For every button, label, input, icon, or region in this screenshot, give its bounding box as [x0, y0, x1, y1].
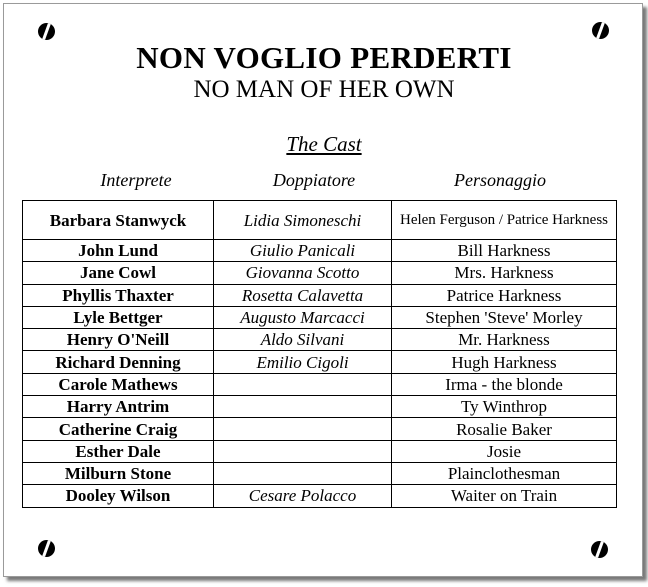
page-subtitle: NO MAN OF HER OWN	[193, 76, 455, 103]
dubber-cell: Lidia Simoneschi	[214, 201, 392, 240]
table-row	[23, 329, 617, 351]
actor-cell: Milburn Stone	[23, 462, 214, 484]
actor-cell: Richard Denning	[23, 351, 214, 373]
actor-cell: Jane Cowl	[23, 262, 214, 284]
role-cell: Rosalie Baker	[392, 418, 617, 440]
actor-cell: Esther Dale	[23, 440, 214, 462]
role-cell: Irma - the blonde	[392, 373, 617, 395]
column-header-actor: Interprete	[100, 170, 172, 190]
page-title: NON VOGLIO PERDERTI	[136, 40, 512, 75]
role-cell: Hugh Harkness	[392, 351, 617, 373]
actor-cell: Catherine Craig	[23, 418, 214, 440]
table-row	[23, 373, 617, 395]
dubber-cell: Emilio Cigoli	[214, 351, 392, 373]
table-row	[23, 462, 617, 484]
table-row	[23, 418, 617, 440]
role-cell: Mrs. Harkness	[392, 262, 617, 284]
dubber-cell: Rosetta Calavetta	[214, 284, 392, 306]
role-cell: Waiter on Train	[392, 485, 617, 507]
column-header-role: Personaggio	[454, 170, 546, 190]
table-row	[23, 351, 617, 373]
cast-table	[22, 200, 617, 508]
dubber-cell: Giulio Panicali	[214, 240, 392, 262]
table-row	[23, 485, 617, 507]
dubber-cell: Giovanna Scotto	[214, 262, 392, 284]
column-header-dubber: Doppiatore	[272, 170, 356, 190]
role-cell: Helen Ferguson / Patrice Harkness	[392, 201, 617, 240]
actor-cell: Lyle Bettger	[23, 306, 214, 328]
table-row	[23, 396, 617, 418]
table-row	[23, 240, 617, 262]
dubber-cell	[214, 373, 392, 395]
screw-icon	[591, 541, 608, 558]
role-cell: Ty Winthrop	[392, 396, 617, 418]
role-cell: Mr. Harkness	[392, 329, 617, 351]
actor-cell: Carole Mathews	[23, 373, 214, 395]
actor-cell: John Lund	[23, 240, 214, 262]
dubber-cell	[214, 396, 392, 418]
section-heading: The Cast	[286, 132, 362, 156]
actor-cell: Henry O'Neill	[23, 329, 214, 351]
table-row	[23, 284, 617, 306]
dubber-cell	[214, 462, 392, 484]
screw-icon	[38, 23, 55, 40]
dubber-cell: Cesare Polacco	[214, 485, 392, 507]
actor-cell: Harry Antrim	[23, 396, 214, 418]
role-cell: Josie	[392, 440, 617, 462]
actor-cell: Barbara Stanwyck	[23, 201, 214, 240]
dubber-cell: Augusto Marcacci	[214, 306, 392, 328]
table-row	[23, 201, 617, 240]
table-row	[23, 262, 617, 284]
actor-cell: Dooley Wilson	[23, 485, 214, 507]
screw-icon	[592, 22, 609, 39]
screw-icon	[38, 540, 55, 557]
dubber-cell	[214, 418, 392, 440]
table-row	[23, 440, 617, 462]
dubber-cell: Aldo Silvani	[214, 329, 392, 351]
role-cell: Stephen 'Steve' Morley	[392, 306, 617, 328]
role-cell: Bill Harkness	[392, 240, 617, 262]
table-row	[23, 306, 617, 328]
actor-cell: Phyllis Thaxter	[23, 284, 214, 306]
dubber-cell	[214, 440, 392, 462]
role-cell: Plainclothesman	[392, 462, 617, 484]
role-cell: Patrice Harkness	[392, 284, 617, 306]
